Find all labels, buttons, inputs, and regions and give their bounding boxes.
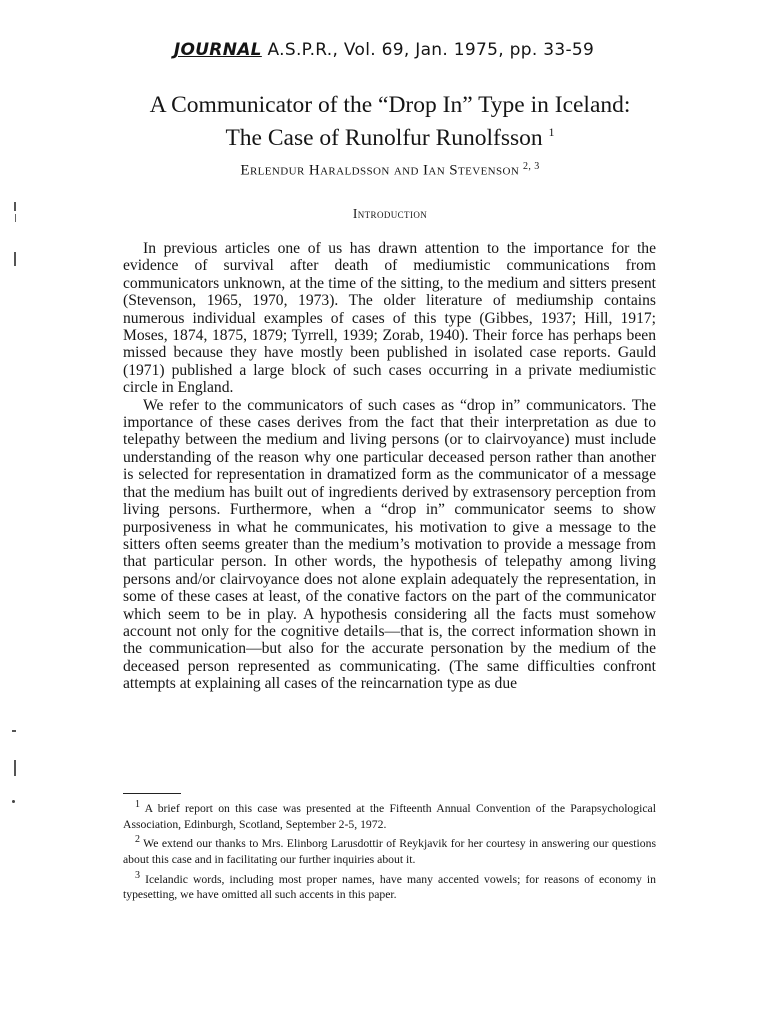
author-line (100, 161, 680, 180)
margin-speck (12, 730, 16, 732)
journal-name: JOURNAL (173, 40, 262, 60)
footnote-1 (123, 797, 656, 832)
margin-speck (14, 202, 16, 211)
running-header (0, 40, 768, 60)
citation-details: A.S.P.R., Vol. 69, Jan. 1975, pp. 33-59 (267, 40, 595, 60)
footnote-divider (123, 793, 181, 794)
margin-speck (12, 800, 15, 803)
body-paragraph-1: In previous articles one of us has drawn attention to the importance for the evidence of survival after death of mediumistic communications from communicators unknown, at the time of the sitting, to the medium and sitters present (Stevenson, 1965, 1970, 1973). The older literature of mediumship contains numerous individual examples of cases of this type (Gibbes, 1937; Hill, 1917; Moses, 1874, 1875, 1879; Tyrrell, 1939; Zorab, 1940). Their force has perhaps been missed because they have mostly been published in isolated case reports. Gauld (1971) published a large block of such cases occurring in a private mediumistic circle in England. (123, 240, 656, 397)
title-line-2: The Case of Runolfur Runolfsson (225, 124, 543, 151)
footnote-1-number: 1 (135, 799, 140, 810)
title-line-1: A Communicator of the “Drop In” Type in Iceland: (149, 92, 631, 118)
title-footnote-ref: 1 (548, 125, 555, 139)
article-title (100, 92, 680, 152)
footnotes (123, 797, 656, 903)
footnote-3-text: Icelandic words, including most proper names, have many accented vowels; for reasons of economy in typesetting, we have omitted all such accents in this paper. (123, 872, 656, 902)
footnote-3-number: 3 (135, 869, 140, 881)
margin-speck (14, 252, 16, 266)
title-line-2-wrap (100, 119, 680, 152)
author-names: Erlendur Haraldsson and Ian Stevenson (240, 162, 520, 179)
body-paragraph-2: We refer to the communicators of such cases as “drop in” communicators. The importance of these cases derives from the fact that their interpretation as due to telepathy between the medium and living persons (or to clairvoyance) must include understanding of the reason why one particular deceased person rather than another is selected for representation in dramatized form as the communicator of a message that the medium has built out of ingredients derived by extrasensory perception from living persons. Furthermore, when a “drop in” communicator seems to show purposiveness in what he communicates, his motivation to give a message to the sitters often seems greater than the medium’s motivation to provide a message from that particular person. In other words, the hypothesis of telepathy among living persons and/or clairvoyance does not alone explain adequately the representation, in some of these cases at least, of the conative factors on the part of the communicator which seem to be in play. A hypothesis considering all the facts must somehow account not only for the cognitive details—that is, the correct information shown in the communication—but also for the accurate personation by the medium of the deceased person represented as communicating. (The same difficulties confront attempts at explaining all cases of the reincarnation type as due (123, 396, 656, 693)
body-text (123, 240, 656, 693)
footnote-2-text: We extend our thanks to Mrs. Elinborg Larusdottir of Reykjavik for her courtesy in answering our questions about this case and in facilitating our further inquiries about it. (123, 837, 656, 866)
footnote-1-text: A brief report on this case was presented at the Fifteenth Annual Convention of the Parapsychological Association, Edinburgh, Scotland, September 2-5, 1972. (123, 801, 656, 831)
margin-speck (14, 760, 16, 776)
margin-speck (15, 214, 16, 222)
footnote-2-number: 2 (135, 834, 140, 846)
footnote-3 (123, 868, 656, 903)
footnote-2 (123, 832, 656, 867)
author-footnote-refs: 2, 3 (523, 161, 540, 172)
section-heading: Introduction (352, 206, 428, 221)
